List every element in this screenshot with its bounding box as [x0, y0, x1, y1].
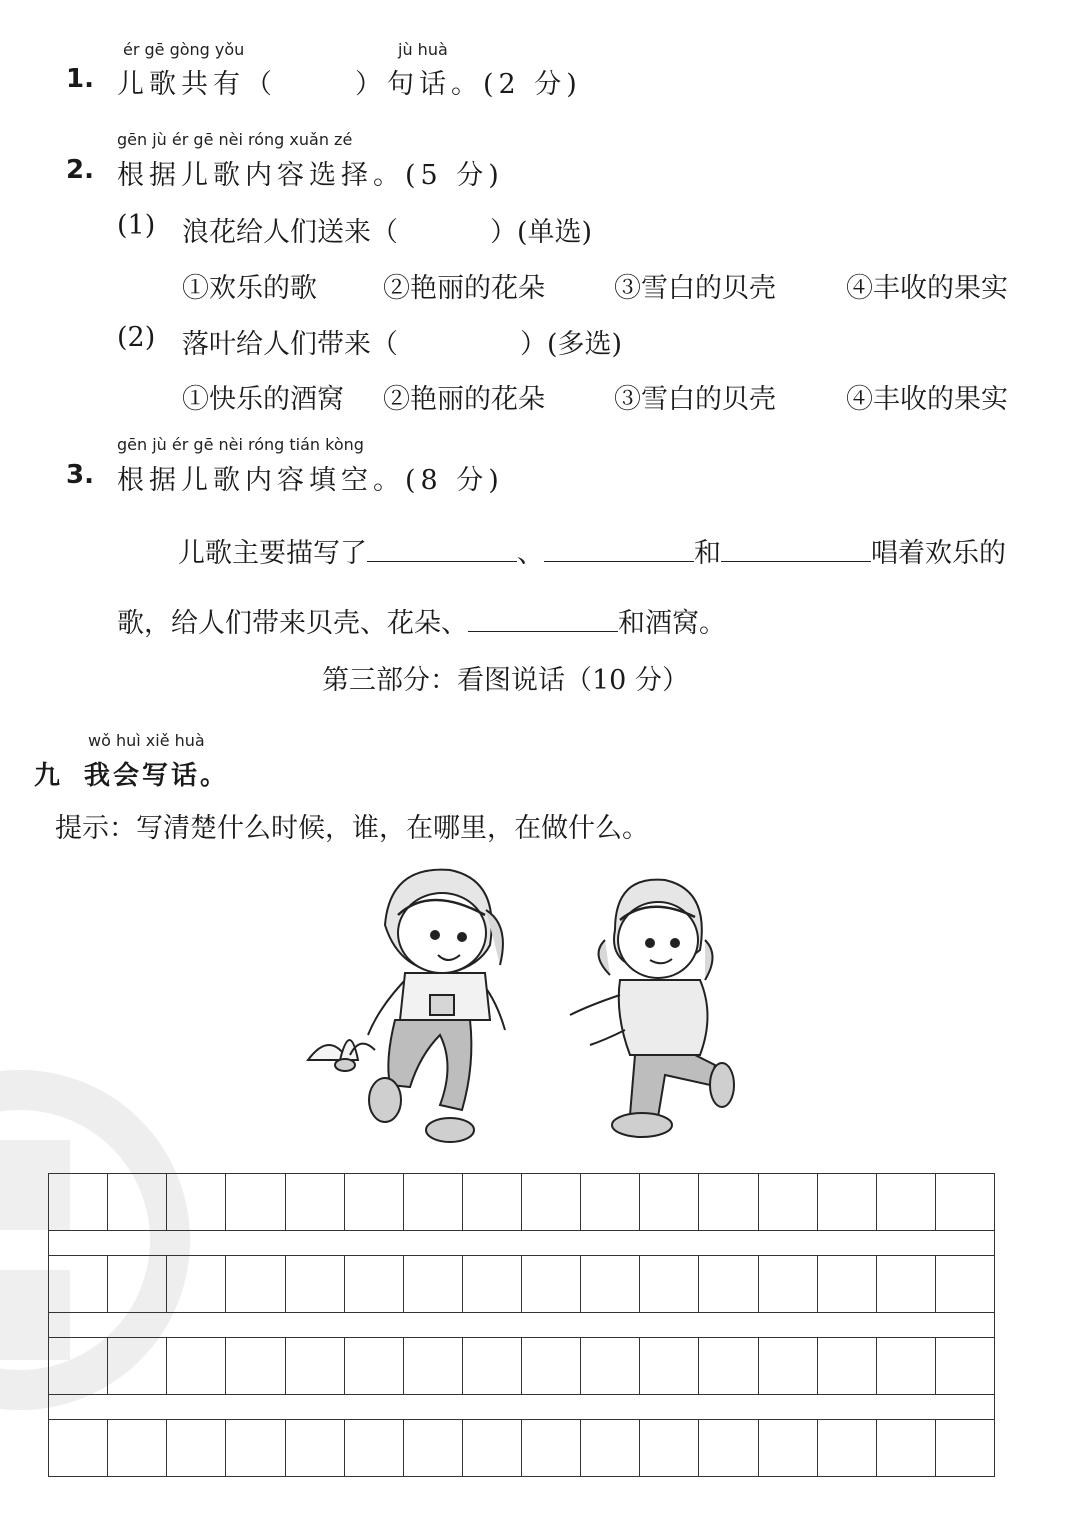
- grid-cell[interactable]: [404, 1174, 463, 1230]
- grid-cell[interactable]: [640, 1256, 699, 1312]
- q9-pinyin: wǒ huì xiě huà: [88, 731, 205, 750]
- grid-cell[interactable]: [581, 1420, 640, 1476]
- q1-number: 1.: [66, 64, 94, 94]
- grid-cell[interactable]: [818, 1338, 877, 1394]
- q2-sub2-text: 落叶给人们带来（: [182, 329, 398, 360]
- q3-blank-1[interactable]: [367, 535, 517, 562]
- grid-cell[interactable]: [818, 1174, 877, 1230]
- q3-pinyin: gēn jù ér gē nèi róng tián kòng: [117, 435, 364, 454]
- q2-sub2-label: (2): [117, 322, 156, 353]
- q3-line2-a: 歌，给人们带来贝壳、花朵、: [117, 608, 468, 639]
- grid-cell[interactable]: [640, 1174, 699, 1230]
- left-girl-drawing: [368, 870, 505, 1142]
- grid-cell[interactable]: [108, 1256, 167, 1312]
- q2-sub1-close: ）(单选): [490, 217, 593, 248]
- grid-cell[interactable]: [699, 1338, 758, 1394]
- grid-cell[interactable]: [345, 1338, 404, 1394]
- grid-cell[interactable]: [877, 1174, 936, 1230]
- q2-number: 2.: [66, 155, 94, 185]
- q2-sub2-option-4: ④丰收的果实: [846, 384, 1008, 415]
- grid-cell[interactable]: [699, 1174, 758, 1230]
- right-girl-drawing: [570, 880, 734, 1137]
- grid-gap: [48, 1313, 995, 1337]
- q2-sub1-option-4: ④丰收的果实: [846, 273, 1008, 304]
- q3-text: 根据儿歌内容填空。(8 分): [117, 465, 504, 496]
- q2-sub1-option-1: ①欢乐的歌: [182, 273, 317, 304]
- grid-cell[interactable]: [936, 1420, 994, 1476]
- q1-pinyin-left: ér gē gòng yǒu: [123, 40, 245, 59]
- q2-sub2-close: ）(多选): [520, 329, 623, 360]
- grid-cell[interactable]: [463, 1256, 522, 1312]
- grid-cell[interactable]: [522, 1174, 581, 1230]
- grid-cell[interactable]: [345, 1174, 404, 1230]
- grid-cell[interactable]: [404, 1256, 463, 1312]
- grid-cell[interactable]: [522, 1256, 581, 1312]
- grid-cell[interactable]: [108, 1420, 167, 1476]
- sprout-drawing: [308, 1040, 375, 1071]
- grid-row-3: [48, 1337, 995, 1395]
- grid-cell[interactable]: [759, 1338, 818, 1394]
- q1-pinyin-right: jù huà: [398, 40, 448, 59]
- grid-cell[interactable]: [818, 1256, 877, 1312]
- grid-cell[interactable]: [759, 1420, 818, 1476]
- grid-cell[interactable]: [226, 1338, 285, 1394]
- grid-cell[interactable]: [345, 1256, 404, 1312]
- grid-cell[interactable]: [108, 1174, 167, 1230]
- q3-line1-a: 儿歌主要描写了: [178, 538, 367, 569]
- q2-pinyin: gēn jù ér gē nèi róng xuǎn zé: [117, 130, 353, 149]
- q1-text-a: 儿歌共有（: [117, 69, 277, 100]
- grid-gap: [48, 1395, 995, 1419]
- grid-cell[interactable]: [226, 1420, 285, 1476]
- grid-cell[interactable]: [522, 1420, 581, 1476]
- grid-row-1: [48, 1173, 995, 1231]
- q1-text-b: ）句话。(2 分): [355, 69, 582, 100]
- grid-cell[interactable]: [286, 1174, 345, 1230]
- grid-cell[interactable]: [640, 1338, 699, 1394]
- q3-line2-b: 和酒窝。: [618, 608, 726, 639]
- grid-cell[interactable]: [49, 1174, 108, 1230]
- grid-cell[interactable]: [345, 1420, 404, 1476]
- grid-cell[interactable]: [936, 1256, 994, 1312]
- grid-cell[interactable]: [108, 1338, 167, 1394]
- q2-sub2-option-1: ①快乐的酒窝: [182, 384, 344, 415]
- grid-cell[interactable]: [581, 1338, 640, 1394]
- q3-number: 3.: [66, 460, 94, 490]
- grid-cell[interactable]: [226, 1174, 285, 1230]
- grid-cell[interactable]: [759, 1256, 818, 1312]
- q9-text: 我会写话。: [84, 761, 230, 791]
- grid-cell[interactable]: [167, 1338, 226, 1394]
- q3-blank-3[interactable]: [721, 535, 871, 562]
- q2-sub1-option-3: ③雪白的贝壳: [614, 273, 776, 304]
- q2-sub2-option-2: ②艳丽的花朵: [383, 384, 545, 415]
- grid-cell[interactable]: [818, 1420, 877, 1476]
- grid-cell[interactable]: [699, 1420, 758, 1476]
- grid-cell[interactable]: [936, 1338, 994, 1394]
- q3-line1-b: 、: [517, 538, 544, 569]
- section-title: 第三部分：看图说话（10 分）: [322, 665, 689, 696]
- grid-cell[interactable]: [759, 1174, 818, 1230]
- q9-hint: 提示：写清楚什么时候，谁，在哪里，在做什么。: [55, 813, 649, 844]
- grid-cell[interactable]: [877, 1256, 936, 1312]
- grid-cell[interactable]: [581, 1174, 640, 1230]
- grid-cell[interactable]: [936, 1174, 994, 1230]
- grid-cell[interactable]: [581, 1256, 640, 1312]
- writing-grid: [48, 1173, 995, 1477]
- grid-cell[interactable]: [640, 1420, 699, 1476]
- grid-row-4: [48, 1419, 995, 1477]
- grid-cell[interactable]: [286, 1338, 345, 1394]
- q3-fill-line-1: [178, 531, 1006, 570]
- q3-blank-4[interactable]: [468, 605, 618, 632]
- grid-cell[interactable]: [167, 1420, 226, 1476]
- grid-cell[interactable]: [522, 1338, 581, 1394]
- grid-cell[interactable]: [49, 1338, 108, 1394]
- grid-cell[interactable]: [463, 1420, 522, 1476]
- q2-sub1-label: (1): [117, 210, 156, 241]
- grid-cell[interactable]: [226, 1256, 285, 1312]
- grid-cell[interactable]: [404, 1420, 463, 1476]
- grid-cell[interactable]: [463, 1174, 522, 1230]
- q2-sub1-text: 浪花给人们送来（: [182, 217, 398, 248]
- grid-cell[interactable]: [699, 1256, 758, 1312]
- grid-cell[interactable]: [877, 1338, 936, 1394]
- grid-cell[interactable]: [49, 1420, 108, 1476]
- grid-cell[interactable]: [877, 1420, 936, 1476]
- q3-line1-d: 唱着欢乐的: [871, 538, 1006, 569]
- grid-cell[interactable]: [49, 1256, 108, 1312]
- grid-cell[interactable]: [404, 1338, 463, 1394]
- q2-text: 根据儿歌内容选择。(5 分): [117, 160, 504, 191]
- q3-blank-2[interactable]: [544, 535, 694, 562]
- grid-cell[interactable]: [167, 1174, 226, 1230]
- grid-cell[interactable]: [286, 1256, 345, 1312]
- q2-sub2-option-3: ③雪白的贝壳: [614, 384, 776, 415]
- grid-cell[interactable]: [167, 1256, 226, 1312]
- illustration-two-girls: [290, 855, 760, 1155]
- grid-cell[interactable]: [286, 1420, 345, 1476]
- q2-sub1-option-2: ②艳丽的花朵: [383, 273, 545, 304]
- grid-cell[interactable]: [463, 1338, 522, 1394]
- grid-gap: [48, 1231, 995, 1255]
- q3-line1-c: 和: [694, 538, 721, 569]
- grid-row-2: [48, 1255, 995, 1313]
- q9-number: 九: [34, 761, 61, 791]
- q3-fill-line-2: [117, 601, 726, 640]
